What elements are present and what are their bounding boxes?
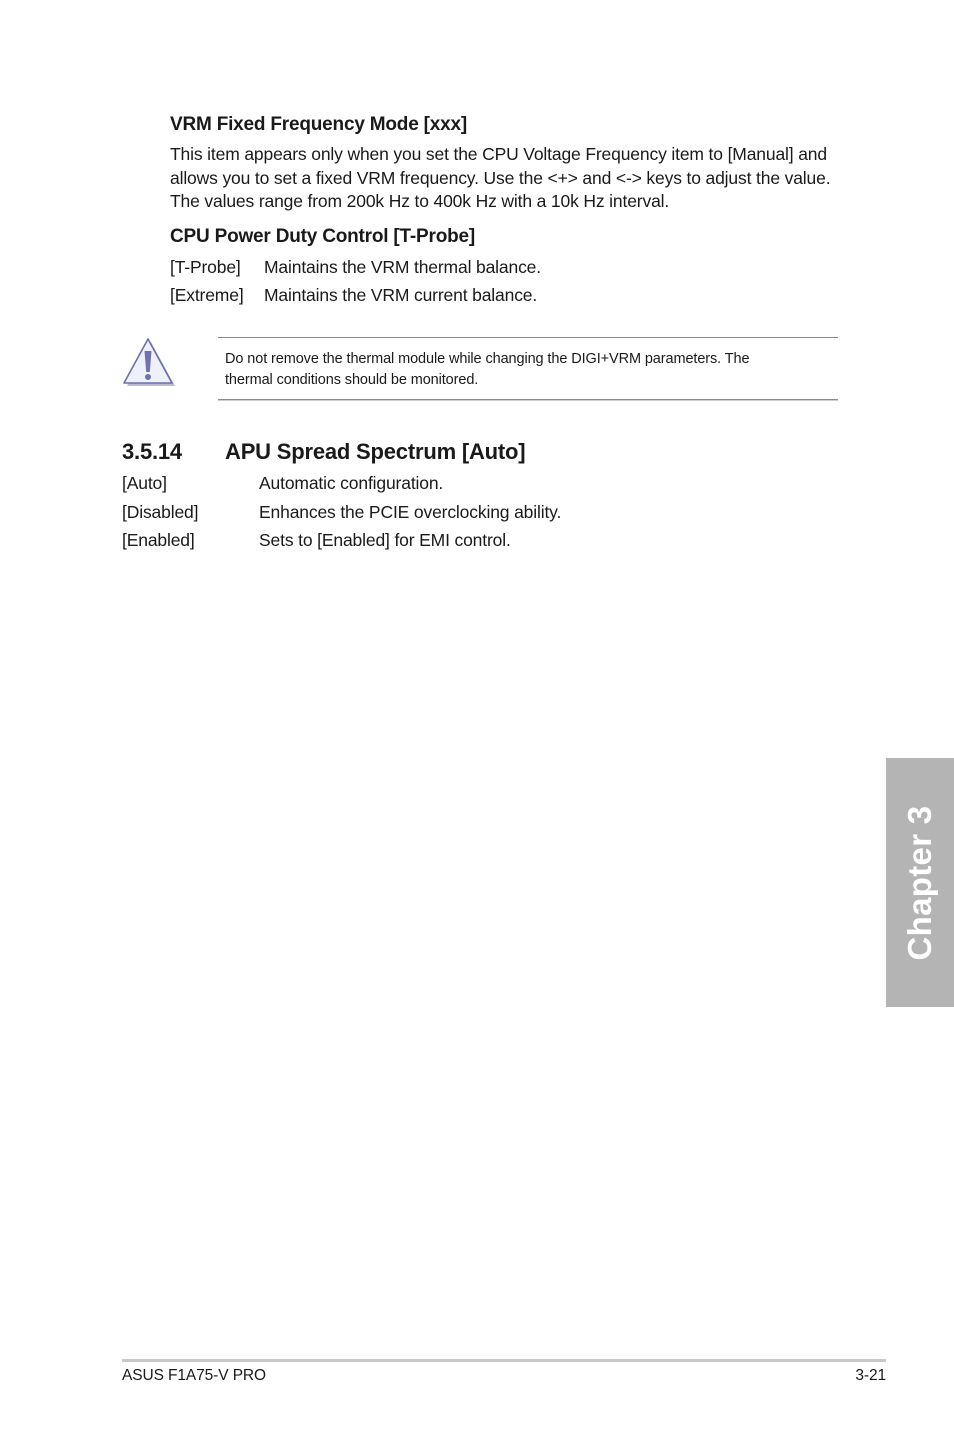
vrm-description-line: This item appears only when you set the CPU Voltage Frequency item to [Manual] and (170, 144, 827, 164)
vrm-description-line: The values range from 200k Hz to 400k Hz with a 10k Hz interval. (170, 191, 670, 211)
vrm-frequency-heading: VRM Fixed Frequency Mode [xxx] (170, 114, 468, 135)
option-description: Maintains the VRM thermal balance. (264, 257, 541, 277)
warning-triangle-icon (122, 337, 176, 391)
note-line: thermal conditions should be monitored. (225, 371, 479, 388)
note-line: Do not remove the thermal module while changing the DIGI+VRM parameters. The (225, 351, 750, 367)
option-description: Maintains the VRM current balance. (264, 285, 538, 305)
option-key: [Auto] (122, 473, 167, 493)
apu-section-number: 3.5.14 (122, 439, 182, 464)
option-key: [Extreme] (170, 285, 244, 305)
warning-note-text (225, 349, 830, 390)
warning-note (218, 337, 838, 400)
option-key: [Disabled] (122, 502, 199, 522)
chapter-tab (886, 758, 954, 1007)
option-description: Enhances the PCIE overclocking ability. (259, 502, 562, 522)
option-description: Automatic configuration. (259, 473, 444, 493)
option-key: [Enabled] (122, 530, 195, 550)
footer-divider (122, 1359, 886, 1362)
option-description: Sets to [Enabled] for EMI control. (259, 530, 511, 550)
option-key: [T-Probe] (170, 257, 241, 277)
vrm-description-line: allows you to set a fixed VRM frequency. Use the <+> and <-> keys to adjust the value. (170, 167, 831, 188)
apu-section-title: APU Spread Spectrum [Auto] (225, 439, 526, 464)
footer-product-name: ASUS F1A75-V PRO (122, 1367, 266, 1384)
vrm-frequency-description (170, 143, 860, 214)
chapter-tab-label: Chapter 3 (901, 805, 938, 960)
footer-page-number: 3-21 (855, 1367, 886, 1384)
cpu-power-duty-heading: CPU Power Duty Control [T-Probe] (170, 226, 475, 247)
